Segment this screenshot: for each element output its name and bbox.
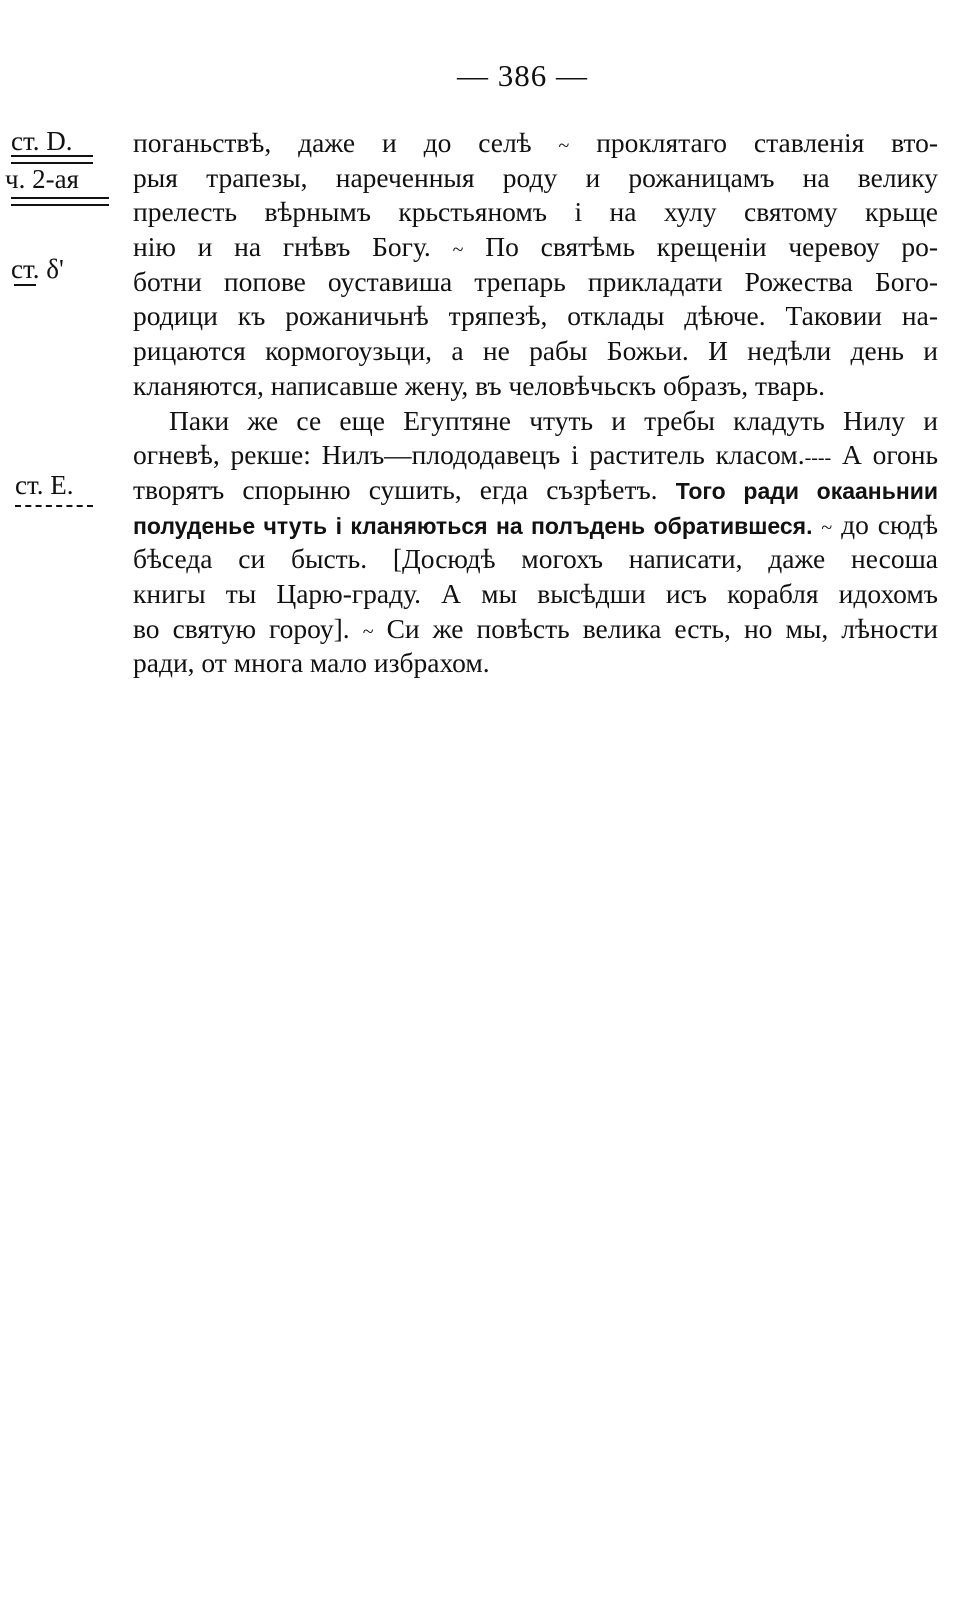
text-line: рицаются кормогоузьци, а не рабы Божьи. И недѣли день и bbox=[133, 335, 938, 367]
text-line: поганьствѣ, даже и до селѣ ~ проклятаго ставленія вто- bbox=[133, 127, 938, 158]
margin-underline-ch-2 bbox=[11, 197, 109, 206]
margin-note-st-delta: ст. δ' bbox=[11, 254, 64, 284]
text-line: книгы ты Царю-граду. А мы высѣдши исъ корабля идохомъ bbox=[133, 577, 938, 609]
margin-underline-st-d bbox=[11, 155, 93, 164]
text-line: бѣседа си бысть. [Досюдѣ могохъ написати, даже несоша bbox=[133, 543, 938, 575]
margin-underline-st-delta bbox=[14, 284, 36, 286]
text-line: творятъ спорыню сушить, егда съзрѣетъ. Того ради окааньнии bbox=[133, 473, 938, 505]
body-text bbox=[133, 126, 938, 681]
margin-underline-st-e bbox=[15, 505, 93, 507]
margin-note-st-e: ст. E. bbox=[15, 470, 74, 500]
text-line: рыя трапезы, нареченныя роду и рожаницамъ на велику bbox=[133, 161, 938, 193]
text-line: полуденье чтуть і кланяються на полъдень обратившеся. ~ до сюдѣ bbox=[133, 508, 938, 540]
page-number: — 386 — bbox=[457, 58, 588, 93]
text-line: ради, от многа мало избрахом. bbox=[133, 647, 490, 679]
text-line: нію и на гнѣвъ Богу. ~ По святѣмь крещеніи черевоу ро- bbox=[133, 231, 938, 263]
margin-note-st-d: ст. D. bbox=[11, 126, 73, 156]
text-line: Паки же се еще Егуптяне чтуть и требы кладуть Нилу и bbox=[169, 404, 938, 436]
text-line: родици къ рожаничьнѣ тряпезѣ, отклады дѣюче. Таковии на- bbox=[133, 300, 938, 332]
text-line: огневѣ, рекше: Нилъ—плододавецъ і раститель класом.---- А огонь bbox=[133, 439, 938, 471]
text-line: во святую гороу]. ~ Си же повѣсть велика есть, но мы, лѣности bbox=[133, 612, 938, 644]
text-line: прелесть вѣрнымъ крьстьяномъ і на хулу святому крьще bbox=[133, 196, 938, 228]
text-line: ботни попове оуставиша трепарь прикладати Рожества Бого- bbox=[133, 265, 938, 297]
text-line: кланяются, написавше жену, въ человѣчьскъ образъ, тварь. bbox=[133, 369, 826, 401]
margin-note-ch-2: ч. 2-ая bbox=[5, 164, 79, 194]
